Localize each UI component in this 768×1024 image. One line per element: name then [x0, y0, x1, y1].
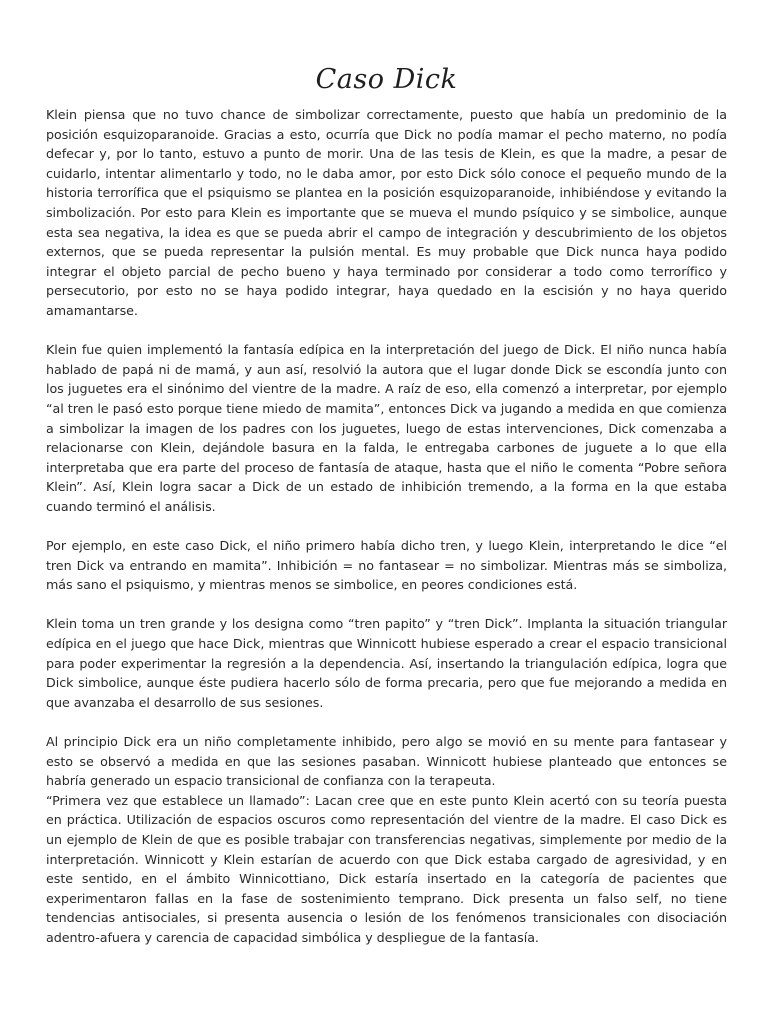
document-title: Caso Dick: [315, 64, 458, 95]
paragraph-2: Klein fue quien implementó la fantasía edípica en la interpretación del juego de Dick. El niño nunca había hablado de papá ni de mamá, y aun así, resolvió la autora que el lugar donde Dick se escondía junto con los juguetes era el sinónimo del vientre de la madre. A raíz de eso, ella comenzó a interpretar, por ejemplo “al tren le pasó esto porque tiene miedo de mamita”, entonces Dick va jugando a medida en que comienza a simbolizar la imagen de los padres con los juguetes, luego de estas intervenciones, Dick comenzaba a relacionarse con Klein, dejándole basura en la falda, le entregaba carbones de juguete a lo que ella interpretaba que era parte del proceso de fantasía de ataque, hasta que el niño le comenta “Pobre señora Klein”. Así, Klein logra sacar a Dick de un estado de inhibición tremendo, a la forma en la que estaba cuando terminó el análisis.: [46, 342, 727, 514]
paragraph-1: Klein piensa que no tuvo chance de simbolizar correctamente, puesto que había un predominio de la posición esquizoparanoide. Gracias a esto, ocurría que Dick no podía mamar el pecho materno, no podía defecar y, por lo tanto, estuvo a punto de morir. Una de las tesis de Klein, es que la madre, a pesar de cuidarlo, intentar alimentarlo y todo, no le daba amor, por esto Dick sólo conoce el pequeño mundo de la historia terrorífica que el psiquismo se plantea en la posición esquizoparanoide, inhibiéndose y evitando la simbolización. Por esto para Klein es importante que se mueva el mundo psíquico y se simbolice, aunque esta sea negativa, la idea es que se pueda abrir el campo de integración y descubrimiento de los objetos externos, que se pueda representar la pulsión mental. Es muy probable que Dick nunca haya podido integrar el objeto parcial de pecho bueno y haya terminado por considerar a todo como terrorífico y persecutorio, por esto no se haya podido integrar, haya quedado en la escisión y no haya querido amamantarse.: [46, 107, 727, 318]
document-page: [46, 64, 727, 948]
paragraph-6: “Primera vez que establece un llamado”: Lacan cree que en este punto Klein acertó con su teoría puesta en práctica. Utilización de espacios oscuros como representación del vientre de la madre. El caso Dick es un ejemplo de Klein de que es posible trabajar con transferencias negativas, simplemente por medio de la interpretación. Winnicott y Klein estarían de acuerdo con que Dick estaba cargado de agresividad, y en este sentido, en el ámbito Winnicottiano, Dick estaría insertado en la categoría de pacientes que experimentaron fallas en la fase de sostenimiento temprano. Dick presenta un falso self, no tiene tendencias antisociales, si presenta ausencia o lesión de los fenómenos transicionales con disociación adentro-afuera y carencia de capacidad simbólica y despliegue de la fantasía.: [46, 792, 727, 945]
paragraph-3: Por ejemplo, en este caso Dick, el niño primero había dicho tren, y luego Klein, interpretando le dice “el tren Dick va entrando en mamita”. Inhibición = no fantasear = no simbolizar. Mientras más se simboliza, más sano el psiquismo, y mientras menos se simbolice, en peores condiciones está.: [46, 538, 727, 593]
paragraph-4: Klein toma un tren grande y los designa como “tren papito” y “tren Dick”. Implanta la situación triangular edípica en el juego que hace Dick, mientras que Winnicott hubiese esperado a crear el espacio transicional para poder experimentar la regresión a la dependencia. Así, insertando la triangulación edípica, logra que Dick simbolice, aunque éste pudiera hacerlo sólo de forma precaria, pero que fue mejorando a medida en que avanzaba el desarrollo de sus sesiones.: [46, 616, 727, 710]
paragraph-5: Al principio Dick era un niño completamente inhibido, pero algo se movió en su mente para fantasear y esto se observó a medida en que las sesiones pasaban. Winnicott hubiese planteado que entonces se habría generado un espacio transicional de confianza con la terapeuta.: [46, 734, 727, 789]
